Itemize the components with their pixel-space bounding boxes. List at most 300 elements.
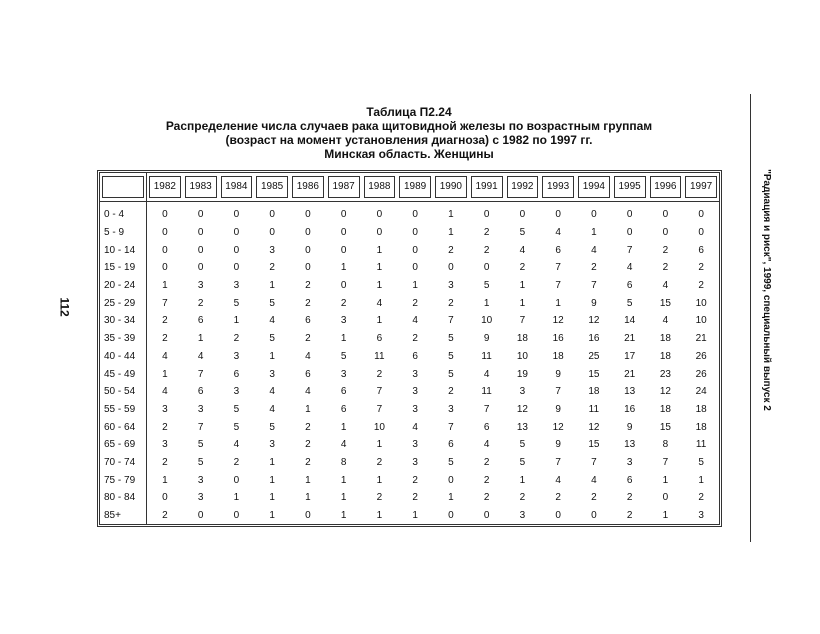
- case-count-cell: 6: [626, 280, 633, 292]
- case-count-cell: 0: [698, 227, 704, 239]
- case-count-cell: 4: [376, 297, 383, 309]
- case-count-cell: 13: [624, 386, 636, 398]
- case-count-cell: 1: [162, 368, 168, 380]
- case-count-cell: 2: [233, 456, 240, 468]
- year-header-label: 1991: [471, 176, 503, 198]
- case-count-cell: 5: [626, 297, 633, 309]
- year-header-label: 1994: [578, 176, 610, 198]
- table-row: [100, 348, 719, 366]
- year-header-cell: [469, 173, 505, 202]
- case-count-cell: 0: [662, 492, 669, 504]
- case-count-cell: 18: [516, 333, 528, 345]
- age-group-cell: 55 - 59: [100, 401, 147, 419]
- case-count-cell: 3: [233, 386, 240, 398]
- case-count-cell: 1: [555, 297, 561, 309]
- case-count-cell: 2: [233, 333, 240, 345]
- year-header-label: 1996: [650, 176, 682, 198]
- year-header-cell: [326, 173, 362, 202]
- case-count-cell: 2: [162, 421, 168, 433]
- case-count-cell: 0: [197, 227, 204, 239]
- case-count-cell: 7: [483, 403, 490, 415]
- year-header-label: 1989: [399, 176, 431, 198]
- case-count-cell: 0: [662, 209, 669, 221]
- case-count-cell: 9: [591, 297, 597, 309]
- case-count-cell: 2: [698, 280, 704, 292]
- case-count-cell: 11: [481, 386, 492, 398]
- case-count-cell: 5: [483, 280, 490, 292]
- case-count-cell: 5: [197, 439, 204, 451]
- case-count-cell: 3: [626, 456, 633, 468]
- case-count-cell: 6: [412, 350, 418, 362]
- case-count-cell: 4: [269, 403, 275, 415]
- case-count-cell: 0: [233, 227, 240, 239]
- table-body: [100, 202, 719, 524]
- table-caption-region: Минская область. Женщины: [324, 147, 494, 161]
- case-count-cell: 3: [519, 386, 526, 398]
- case-count-cell: 0: [376, 227, 383, 239]
- case-count-cell: 2: [698, 262, 704, 274]
- case-count-cell: 7: [555, 386, 561, 398]
- year-header-label: 1982: [149, 176, 181, 198]
- case-count-cell: 6: [376, 333, 383, 345]
- case-count-cell: 3: [197, 474, 204, 486]
- case-count-cell: 11: [588, 403, 600, 415]
- age-group-cell: 65 - 69: [100, 436, 147, 454]
- case-count-cell: 2: [376, 456, 383, 468]
- case-count-cell: 0: [233, 510, 240, 522]
- year-header-label: 1995: [614, 176, 646, 198]
- case-count-cell: 6: [305, 368, 311, 380]
- case-count-cell: 6: [197, 386, 204, 398]
- case-count-cell: 0: [197, 209, 204, 221]
- case-count-cell: 10: [481, 315, 493, 327]
- case-count-cell: 18: [659, 333, 671, 345]
- case-count-cell: 11: [481, 350, 492, 362]
- case-count-cell: 0: [519, 209, 526, 221]
- header-row: [100, 173, 719, 202]
- case-count-cell: 3: [197, 403, 204, 415]
- table-row: [100, 471, 719, 489]
- case-count-cell: 2: [412, 474, 418, 486]
- case-count-cell: 5: [197, 456, 204, 468]
- case-count-cell: 0: [340, 227, 347, 239]
- case-count-cell: 0: [197, 244, 204, 256]
- case-count-cell: 5: [233, 297, 240, 309]
- case-count-cell: 0: [305, 227, 311, 239]
- case-count-cell: 3: [197, 492, 204, 504]
- age-group-cell: 10 - 14: [100, 241, 147, 259]
- case-count-cell: 15: [659, 297, 671, 309]
- case-count-cell: 2: [662, 244, 669, 256]
- table-row: [100, 277, 719, 295]
- case-count-cell: 1: [340, 474, 347, 486]
- case-count-cell: 0: [340, 244, 347, 256]
- case-count-cell: 0: [555, 209, 561, 221]
- case-count-cell: 4: [662, 280, 669, 292]
- case-count-cell: 3: [340, 368, 347, 380]
- case-count-cell: 17: [624, 350, 636, 362]
- case-count-cell: 2: [662, 262, 669, 274]
- case-count-cell: 1: [376, 315, 383, 327]
- case-count-cell: 5: [269, 421, 275, 433]
- case-count-cell: 9: [626, 421, 633, 433]
- case-count-cell: 0: [591, 209, 597, 221]
- year-header-cell: [362, 173, 398, 202]
- case-count-cell: 2: [305, 280, 311, 292]
- year-header-cell: [540, 173, 576, 202]
- case-count-cell: 11: [374, 350, 385, 362]
- case-count-cell: 0: [483, 510, 490, 522]
- case-count-cell: 0: [197, 510, 204, 522]
- case-count-cell: 2: [591, 492, 597, 504]
- year-header-cell: [576, 173, 612, 202]
- case-count-cell: 4: [269, 315, 275, 327]
- case-count-cell: 1: [519, 280, 526, 292]
- case-count-cell: 1: [376, 510, 383, 522]
- case-count-cell: 5: [448, 333, 454, 345]
- age-header-cell: [100, 173, 147, 202]
- table-row: [100, 489, 719, 507]
- case-count-cell: 9: [555, 403, 561, 415]
- age-group-cell: 30 - 34: [100, 312, 147, 330]
- case-count-cell: 1: [448, 227, 454, 239]
- case-count-cell: 3: [448, 280, 454, 292]
- case-count-cell: 1: [340, 421, 347, 433]
- case-count-cell: 6: [233, 368, 240, 380]
- case-count-cell: 1: [376, 280, 383, 292]
- year-header-cell: [397, 173, 433, 202]
- case-count-cell: 18: [552, 350, 564, 362]
- case-count-cell: 7: [591, 456, 597, 468]
- case-count-cell: 2: [305, 421, 311, 433]
- year-header-label: 1984: [221, 176, 253, 198]
- table-row: [100, 312, 719, 330]
- case-count-cell: 4: [162, 386, 168, 398]
- data-table: [97, 170, 722, 527]
- case-count-cell: 10: [695, 297, 707, 309]
- case-count-cell: 7: [591, 280, 597, 292]
- year-header-label: 1988: [364, 176, 396, 198]
- table-row: [100, 202, 719, 224]
- case-count-cell: 0: [626, 209, 633, 221]
- case-count-cell: 3: [412, 456, 418, 468]
- case-count-cell: 4: [340, 439, 347, 451]
- case-count-cell: 2: [626, 510, 633, 522]
- case-count-cell: 7: [376, 386, 383, 398]
- case-count-cell: 18: [695, 421, 707, 433]
- case-count-cell: 4: [233, 439, 240, 451]
- case-count-cell: 2: [305, 456, 311, 468]
- case-count-cell: 1: [662, 474, 669, 486]
- case-count-cell: 7: [555, 262, 561, 274]
- age-group-cell: 35 - 39: [100, 330, 147, 348]
- case-count-cell: 6: [555, 244, 561, 256]
- case-count-cell: 15: [588, 368, 600, 380]
- case-count-cell: 5: [448, 350, 454, 362]
- table-row: [100, 401, 719, 419]
- case-count-cell: 1: [269, 492, 275, 504]
- case-count-cell: 0: [448, 474, 454, 486]
- case-count-cell: 4: [305, 386, 311, 398]
- page-number: 112: [57, 297, 72, 317]
- age-group-cell: 15 - 19: [100, 259, 147, 277]
- case-count-cell: 2: [340, 297, 347, 309]
- case-count-cell: 7: [376, 403, 383, 415]
- table-row: [100, 224, 719, 242]
- case-count-cell: 2: [269, 262, 275, 274]
- case-count-cell: 0: [269, 227, 275, 239]
- year-header-label: 1992: [507, 176, 539, 198]
- case-count-cell: 5: [698, 456, 704, 468]
- case-count-cell: 1: [448, 209, 454, 221]
- case-count-cell: 23: [659, 368, 671, 380]
- case-count-cell: 6: [305, 315, 311, 327]
- year-header-cell: [183, 173, 219, 202]
- case-count-cell: 2: [305, 297, 311, 309]
- case-count-cell: 1: [162, 474, 168, 486]
- case-count-cell: 4: [483, 439, 490, 451]
- case-count-cell: 2: [305, 439, 311, 451]
- year-header-cell: [648, 173, 684, 202]
- case-count-cell: 12: [552, 315, 564, 327]
- case-count-cell: 1: [376, 262, 383, 274]
- case-count-cell: 0: [162, 262, 168, 274]
- case-count-cell: 6: [448, 439, 454, 451]
- case-count-cell: 3: [412, 439, 418, 451]
- case-count-cell: 2: [376, 492, 383, 504]
- case-count-cell: 2: [412, 297, 418, 309]
- case-count-cell: 3: [519, 510, 526, 522]
- margin-divider: [750, 94, 751, 542]
- case-count-cell: 1: [269, 510, 275, 522]
- case-count-cell: 26: [695, 368, 707, 380]
- case-count-cell: 12: [588, 421, 600, 433]
- case-count-cell: 12: [588, 315, 600, 327]
- case-count-cell: 4: [269, 386, 275, 398]
- case-count-cell: 5: [519, 227, 526, 239]
- case-count-cell: 2: [519, 262, 526, 274]
- case-count-cell: 2: [376, 368, 383, 380]
- year-header-cell: [147, 173, 183, 202]
- case-count-cell: 10: [373, 421, 385, 433]
- case-count-cell: 3: [412, 403, 418, 415]
- case-count-cell: 6: [626, 474, 633, 486]
- case-count-cell: 0: [305, 510, 311, 522]
- case-count-cell: 1: [305, 474, 311, 486]
- year-header-label: 1983: [185, 176, 217, 198]
- case-count-cell: 2: [305, 333, 311, 345]
- case-count-cell: 4: [555, 474, 561, 486]
- table-row: [100, 294, 719, 312]
- case-count-cell: 0: [233, 244, 240, 256]
- case-count-cell: 1: [269, 350, 275, 362]
- table-caption-number: Таблица П2.24: [366, 105, 452, 119]
- case-count-cell: 6: [483, 421, 490, 433]
- case-count-cell: 5: [519, 439, 526, 451]
- case-count-cell: 19: [516, 368, 528, 380]
- case-count-cell: 0: [269, 209, 275, 221]
- case-count-cell: 5: [448, 368, 454, 380]
- case-count-cell: 3: [340, 315, 347, 327]
- case-count-cell: 1: [269, 456, 275, 468]
- year-header-cell: [683, 173, 719, 202]
- age-group-cell: 75 - 79: [100, 471, 147, 489]
- case-count-cell: 3: [162, 439, 168, 451]
- case-count-cell: 13: [516, 421, 528, 433]
- case-count-cell: 9: [555, 439, 561, 451]
- case-count-cell: 15: [588, 439, 600, 451]
- age-group-cell: 40 - 44: [100, 348, 147, 366]
- case-count-cell: 13: [624, 439, 636, 451]
- case-count-cell: 11: [695, 439, 707, 451]
- case-count-cell: 7: [626, 244, 633, 256]
- case-count-cell: 7: [448, 421, 454, 433]
- case-count-cell: 1: [448, 492, 454, 504]
- case-count-cell: 4: [662, 315, 669, 327]
- case-count-cell: 0: [305, 244, 311, 256]
- case-count-cell: 0: [376, 209, 383, 221]
- age-group-cell: 70 - 74: [100, 454, 147, 472]
- case-count-cell: 2: [412, 492, 418, 504]
- case-count-cell: 0: [197, 262, 204, 274]
- case-count-cell: 3: [269, 368, 275, 380]
- case-count-cell: 12: [552, 421, 564, 433]
- case-count-cell: 0: [412, 244, 418, 256]
- case-count-cell: 7: [197, 368, 204, 380]
- case-count-cell: 24: [695, 386, 707, 398]
- case-count-cell: 18: [659, 403, 671, 415]
- case-count-cell: 7: [555, 456, 561, 468]
- year-header-label: 1985: [256, 176, 288, 198]
- case-count-cell: 1: [662, 510, 669, 522]
- year-header-label: 1986: [292, 176, 324, 198]
- case-count-cell: 0: [233, 262, 240, 274]
- table-row: [100, 365, 719, 383]
- case-count-cell: 18: [588, 386, 600, 398]
- case-count-cell: 9: [555, 368, 561, 380]
- case-count-cell: 0: [162, 227, 168, 239]
- case-count-cell: 2: [448, 297, 454, 309]
- case-count-cell: 3: [412, 368, 418, 380]
- case-count-cell: 6: [340, 386, 347, 398]
- case-count-cell: 21: [695, 333, 707, 345]
- case-count-cell: 1: [376, 244, 383, 256]
- case-count-cell: 2: [448, 244, 454, 256]
- case-count-cell: 0: [591, 510, 597, 522]
- case-count-cell: 5: [233, 403, 240, 415]
- case-count-cell: 15: [659, 421, 671, 433]
- age-group-cell: 0 - 4: [100, 202, 147, 224]
- age-group-cell: 5 - 9: [100, 224, 147, 242]
- table-row: [100, 330, 719, 348]
- case-count-cell: 4: [626, 262, 633, 274]
- case-count-cell: 12: [516, 403, 528, 415]
- case-count-cell: 5: [340, 350, 347, 362]
- year-header-cell: [505, 173, 541, 202]
- case-count-cell: 0: [412, 262, 418, 274]
- case-count-cell: 3: [698, 510, 704, 522]
- case-count-cell: 1: [483, 297, 490, 309]
- case-count-cell: 7: [197, 421, 204, 433]
- case-count-cell: 5: [269, 297, 275, 309]
- case-count-cell: 10: [516, 350, 528, 362]
- case-count-cell: 5: [519, 456, 526, 468]
- case-count-cell: 3: [233, 350, 240, 362]
- age-group-cell: 85+: [100, 507, 147, 525]
- case-count-cell: 0: [340, 280, 347, 292]
- table-row: [100, 436, 719, 454]
- case-count-cell: 6: [698, 244, 704, 256]
- case-count-cell: 1: [412, 510, 418, 522]
- case-count-cell: 2: [412, 333, 418, 345]
- case-count-cell: 18: [695, 403, 707, 415]
- case-count-cell: 5: [448, 456, 454, 468]
- case-count-cell: 0: [340, 209, 347, 221]
- year-header-label: 1987: [328, 176, 360, 198]
- case-count-cell: 8: [662, 439, 669, 451]
- table-caption-title: Распределение числа случаев рака щитовидной железы по возрастным группам: [165, 119, 653, 133]
- case-count-cell: 4: [412, 421, 418, 433]
- case-count-cell: 0: [305, 209, 311, 221]
- case-count-cell: 4: [555, 227, 561, 239]
- case-count-cell: 0: [626, 227, 633, 239]
- case-count-cell: 0: [162, 492, 168, 504]
- case-count-cell: 1: [233, 492, 240, 504]
- case-count-cell: 7: [448, 315, 454, 327]
- age-group-cell: 80 - 84: [100, 489, 147, 507]
- case-count-cell: 1: [233, 315, 240, 327]
- case-count-cell: 2: [698, 492, 704, 504]
- case-count-cell: 1: [519, 297, 526, 309]
- case-count-cell: 2: [162, 333, 168, 345]
- case-count-cell: 16: [588, 333, 600, 345]
- case-count-cell: 2: [626, 492, 633, 504]
- table-row: [100, 454, 719, 472]
- case-count-cell: 9: [483, 333, 490, 345]
- case-count-cell: 12: [659, 386, 671, 398]
- case-count-cell: 3: [269, 244, 275, 256]
- case-count-cell: 1: [305, 403, 311, 415]
- case-count-cell: 7: [519, 315, 526, 327]
- table-row: [100, 418, 719, 436]
- case-count-cell: 1: [269, 280, 275, 292]
- case-count-cell: 2: [448, 386, 454, 398]
- year-header-cell: [290, 173, 326, 202]
- case-count-cell: 0: [698, 209, 704, 221]
- case-count-cell: 10: [695, 315, 707, 327]
- case-count-cell: 1: [340, 492, 347, 504]
- year-header-cell: [254, 173, 290, 202]
- case-count-cell: 0: [662, 227, 669, 239]
- case-count-cell: 0: [448, 262, 454, 274]
- year-header-cell: [219, 173, 255, 202]
- case-count-cell: 4: [519, 244, 526, 256]
- case-count-cell: 1: [162, 280, 168, 292]
- case-count-cell: 6: [340, 403, 347, 415]
- case-count-cell: 4: [412, 315, 418, 327]
- case-count-cell: 0: [233, 474, 240, 486]
- case-count-cell: 4: [591, 244, 597, 256]
- case-count-cell: 1: [269, 474, 275, 486]
- case-count-cell: 2: [483, 456, 490, 468]
- case-count-cell: 14: [624, 315, 636, 327]
- case-count-cell: 0: [412, 227, 418, 239]
- case-count-cell: 25: [588, 350, 600, 362]
- table-row: [100, 383, 719, 401]
- case-count-cell: 4: [483, 368, 490, 380]
- case-count-cell: 3: [162, 403, 168, 415]
- case-count-cell: 4: [162, 350, 168, 362]
